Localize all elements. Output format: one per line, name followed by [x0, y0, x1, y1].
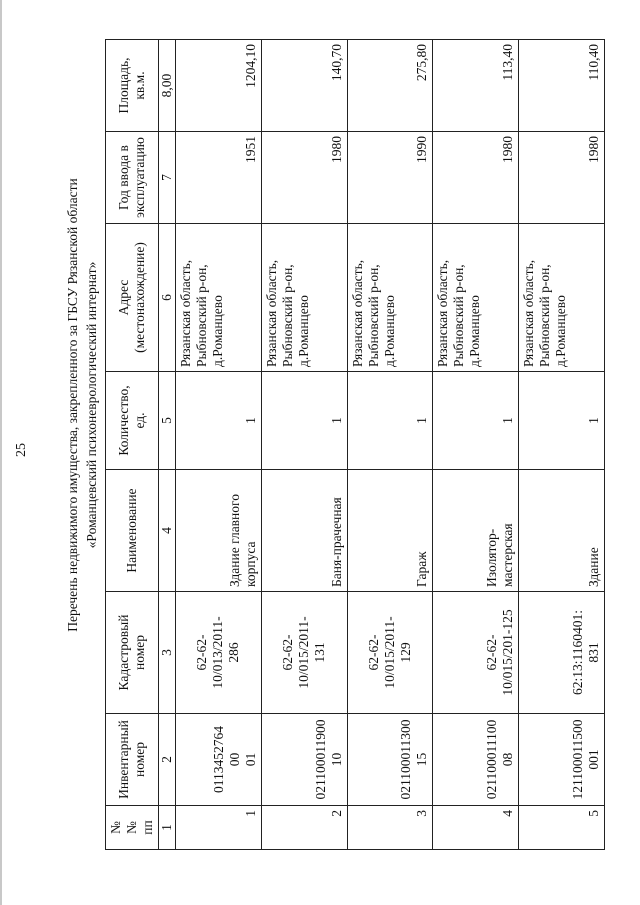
table-row	[433, 40, 519, 850]
column-index-row	[159, 40, 176, 850]
year-commissioned: 1980	[519, 132, 605, 224]
quantity: 1	[433, 372, 519, 470]
row-number: 1	[176, 806, 262, 850]
area: 275,80	[347, 40, 433, 132]
column-index: 5	[159, 372, 176, 470]
row-number: 5	[519, 806, 605, 850]
document-title	[63, 85, 101, 725]
quantity: 1	[347, 372, 433, 470]
address: Рязанская область, Рыбновский р-он, д.Романцево	[347, 224, 433, 372]
cadastral-number: 62:13:1160401: 831	[519, 592, 605, 714]
inventory-number: 021100011300 15	[347, 714, 433, 806]
header-cell: Инвентарный номер	[106, 714, 159, 806]
year-commissioned: 1951	[176, 132, 262, 224]
header-cell: Кадастровый номер	[106, 592, 159, 714]
title-line-1: Перечень недвижимого имущества, закрепленного за ГБСУ Рязанской области	[65, 178, 80, 632]
header-cell: Площадь, кв.м.	[106, 40, 159, 132]
column-index: 6	[159, 224, 176, 372]
header-cell: Наименование	[106, 470, 159, 592]
object-name: Изолятор- мастерская	[433, 470, 519, 592]
column-index: 4	[159, 470, 176, 592]
table-row	[176, 40, 262, 850]
title-line-2: «Романцевский психоневрологический интернат»	[84, 261, 99, 549]
table-row	[519, 40, 605, 850]
header-cell: № № пп	[106, 806, 159, 850]
quantity: 1	[519, 372, 605, 470]
property-table	[105, 39, 605, 850]
object-name: Здание главного корпуса	[176, 470, 262, 592]
column-index: 1	[159, 806, 176, 850]
cadastral-number: 62-62- 10/015/2011- 131	[261, 592, 347, 714]
area: 140,70	[261, 40, 347, 132]
row-number: 3	[347, 806, 433, 850]
table-row	[347, 40, 433, 850]
object-name: Гараж	[347, 470, 433, 592]
column-index: 3	[159, 592, 176, 714]
year-commissioned: 1980	[261, 132, 347, 224]
page-number: 25	[14, 443, 29, 457]
header-cell: Количество, ед.	[106, 372, 159, 470]
table-header-row	[106, 40, 159, 850]
inventory-number: 021100011100 08	[433, 714, 519, 806]
object-name: Здание	[519, 470, 605, 592]
inventory-number: 0113452764 00 01	[176, 714, 262, 806]
inventory-number: 021100011900 10	[261, 714, 347, 806]
row-number: 2	[261, 806, 347, 850]
header-cell: Год ввода в эксплуатацию	[106, 132, 159, 224]
cadastral-number: 62-62- 10/015/2011- 129	[347, 592, 433, 714]
header-cell: Адрес (местонахождение)	[106, 224, 159, 372]
column-index: 8,00	[159, 40, 176, 132]
quantity: 1	[261, 372, 347, 470]
column-index: 2	[159, 714, 176, 806]
year-commissioned: 1990	[347, 132, 433, 224]
address: Рязанская область, Рыбновский р-он, д.Романцево	[519, 224, 605, 372]
address: Рязанская область, Рыбновский р-он, д.Романцево	[433, 224, 519, 372]
page-edge	[0, 0, 2, 905]
column-index: 7	[159, 132, 176, 224]
year-commissioned: 1980	[433, 132, 519, 224]
inventory-number: 121100011500 001	[519, 714, 605, 806]
object-name: Баня-прачечная	[261, 470, 347, 592]
cadastral-number: 62-62- 10/013/2011- 286	[176, 592, 262, 714]
row-number: 4	[433, 806, 519, 850]
cadastral-number: 62-62- 10/015/201-125	[433, 592, 519, 714]
area: 110,40	[519, 40, 605, 132]
property-table-wrapper	[105, 40, 605, 850]
address: Рязанская область, Рыбновский р-он, д.Романцево	[176, 224, 262, 372]
area: 113,40	[433, 40, 519, 132]
quantity: 1	[176, 372, 262, 470]
table-row	[261, 40, 347, 850]
area: 1204,10	[176, 40, 262, 132]
address: Рязанская область, Рыбновский р-он, д.Романцево	[261, 224, 347, 372]
